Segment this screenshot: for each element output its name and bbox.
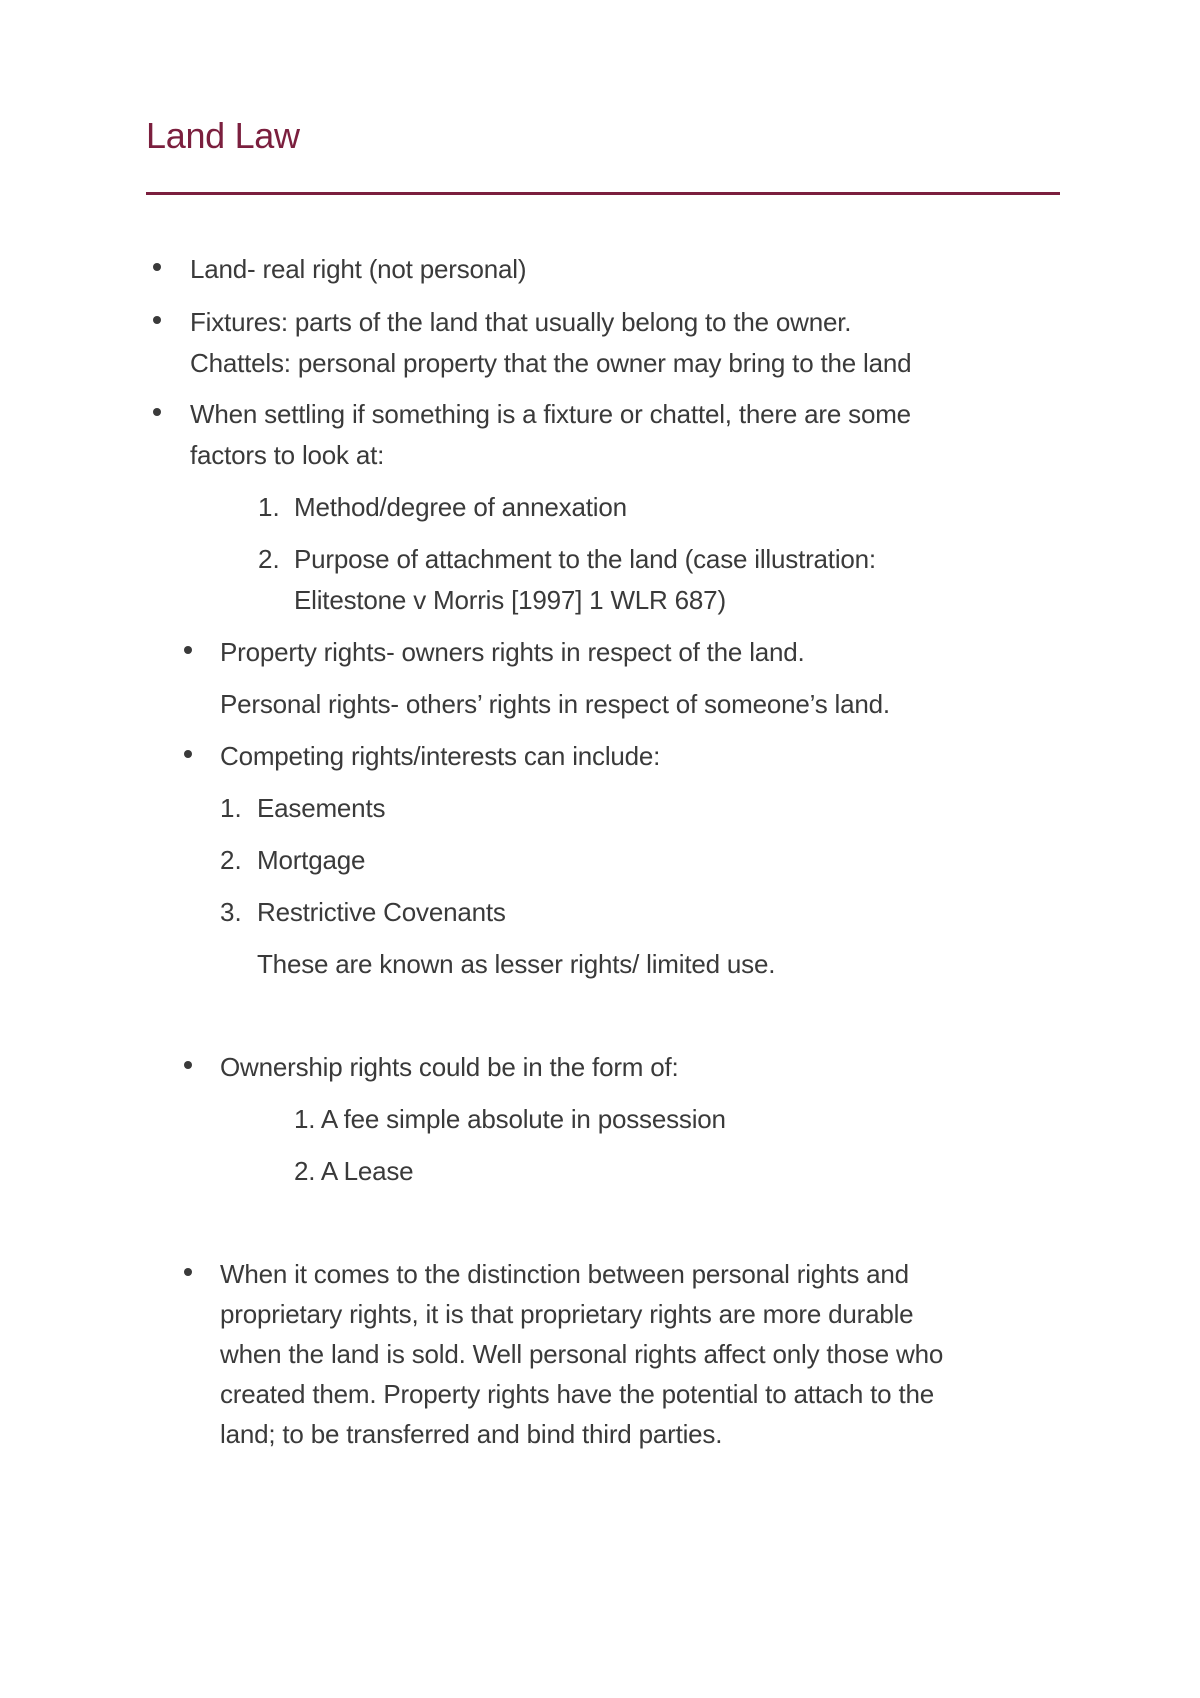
bullet-point: [184, 750, 192, 758]
bullet-text-land: Land- real right (not personal): [190, 254, 527, 284]
bullet-text-fixtures: Fixtures: parts of the land that usually belong to the owner.: [190, 307, 852, 337]
bullet-point: [153, 408, 161, 416]
list-number: 1.: [258, 492, 280, 522]
list-item-easements: Easements: [257, 793, 386, 823]
list-item-fee-simple: 1. A fee simple absolute in possession: [294, 1104, 726, 1134]
list-number: 2.: [258, 544, 280, 574]
list-item-lease: 2. A Lease: [294, 1156, 414, 1186]
paragraph-line: when the land is sold. Well personal rights affect only those who: [220, 1339, 944, 1369]
list-item-annexation: Method/degree of annexation: [294, 492, 627, 522]
bullet-point: [184, 1268, 192, 1276]
bullet-text-settling: When settling if something is a fixture or chattel, there are some: [190, 399, 911, 429]
title-underline: [146, 192, 1060, 195]
list-number: 3.: [220, 897, 242, 927]
list-item-purpose: Purpose of attachment to the land (case illustration:: [294, 544, 876, 574]
bullet-text-personal-rights: Personal rights- others’ rights in respect of someone’s land.: [220, 689, 890, 719]
bullet-point: [184, 646, 192, 654]
paragraph-line: proprietary rights, it is that proprietary rights are more durable: [220, 1299, 914, 1329]
bullet-text-settling-cont: factors to look at:: [190, 440, 385, 470]
bullet-point: [153, 263, 161, 271]
bullet-point: [153, 316, 161, 324]
bullet-text-property-rights: Property rights- owners rights in respect of the land.: [220, 637, 805, 667]
bullet-text-ownership: Ownership rights could be in the form of:: [220, 1052, 679, 1082]
paragraph-line: created them. Property rights have the potential to attach to the: [220, 1379, 934, 1409]
list-item-purpose-cont: Elitestone v Morris [1997] 1 WLR 687): [294, 585, 726, 615]
list-number: 2.: [220, 845, 242, 875]
paragraph-line: When it comes to the distinction between personal rights and: [220, 1259, 909, 1289]
document-title: Land Law: [146, 115, 300, 156]
list-number: 1.: [220, 793, 242, 823]
list-item-covenants: Restrictive Covenants: [257, 897, 506, 927]
list-item-mortgage: Mortgage: [257, 845, 366, 875]
bullet-point: [184, 1061, 192, 1069]
bullet-text-chattels: Chattels: personal property that the owner may bring to the land: [190, 348, 912, 378]
bullet-text-competing: Competing rights/interests can include:: [220, 741, 661, 771]
paragraph-line: land; to be transferred and bind third parties.: [220, 1419, 723, 1449]
note-lesser-rights: These are known as lesser rights/ limited use.: [257, 949, 776, 979]
